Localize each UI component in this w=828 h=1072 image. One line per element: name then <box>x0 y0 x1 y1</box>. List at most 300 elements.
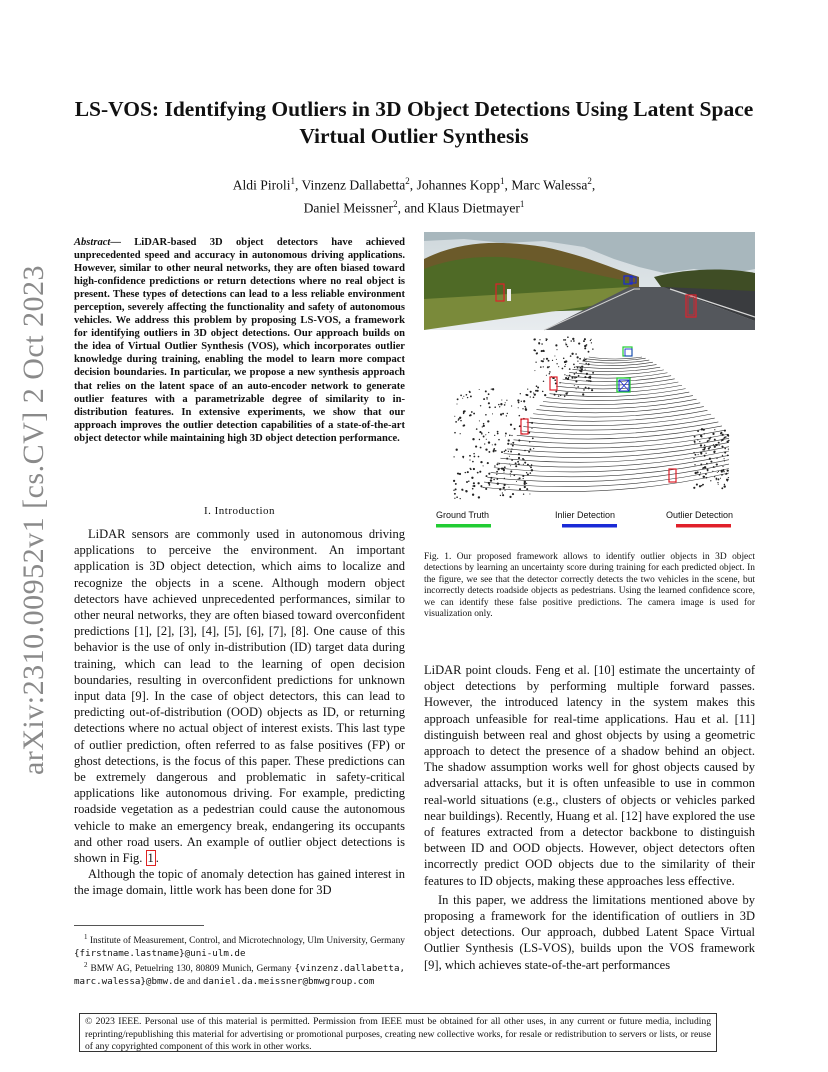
lidar-point <box>704 433 705 434</box>
lidar-point <box>524 450 526 452</box>
lidar-point <box>512 493 514 495</box>
lidar-point <box>554 394 556 396</box>
lidar-point <box>588 387 590 389</box>
lidar-point <box>506 458 508 460</box>
lidar-point <box>720 478 721 479</box>
lidar-point <box>533 448 534 449</box>
lidar-point <box>517 399 519 401</box>
legend-ground-truth: Ground Truth <box>436 510 490 520</box>
lidar-point <box>473 482 475 484</box>
lidar-point <box>539 339 540 340</box>
lidar-point <box>457 473 458 474</box>
lidar-point <box>509 463 510 464</box>
lidar-point <box>466 394 468 396</box>
lidar-point <box>473 485 475 487</box>
lidar-point <box>486 439 487 440</box>
lidar-point <box>473 453 475 455</box>
lidar-point <box>584 376 586 378</box>
lidar-point <box>705 453 706 454</box>
lidar-point <box>505 449 507 451</box>
lidar-point <box>694 436 696 438</box>
lidar-point <box>505 435 506 436</box>
lidar-point <box>575 380 577 382</box>
lidar-point <box>702 468 703 469</box>
lidar-point <box>469 415 471 417</box>
lidar-point <box>489 406 491 408</box>
lidar-point <box>500 403 502 405</box>
lidar-point <box>456 496 458 498</box>
lidar-point <box>536 352 538 354</box>
legend-ground-truth-swatch <box>436 524 491 528</box>
lidar-point <box>592 372 594 374</box>
lidar-point <box>482 426 483 427</box>
lidar-point <box>707 469 709 471</box>
lidar-point <box>508 451 509 452</box>
lidar-point <box>582 393 584 395</box>
lidar-point <box>468 480 469 481</box>
scan-ring <box>572 367 660 371</box>
point-cloud <box>453 336 730 499</box>
lidar-point <box>717 482 718 483</box>
lidar-point <box>706 463 708 465</box>
lidar-point <box>454 416 455 417</box>
lidar-point <box>528 451 530 453</box>
lidar-point <box>721 475 722 476</box>
lidar-point <box>591 342 592 343</box>
lidar-point <box>488 451 490 453</box>
lidar-point <box>507 413 508 414</box>
lidar-point <box>518 407 519 408</box>
lidar-point <box>537 387 539 389</box>
lidar-point <box>583 340 585 342</box>
lidar-point <box>506 415 507 416</box>
lidar-point <box>721 470 723 472</box>
lidar-point <box>518 439 520 441</box>
lidar-point <box>494 444 496 446</box>
lidar-point <box>567 336 569 338</box>
lidar-point <box>701 485 703 487</box>
lidar-point <box>510 424 512 426</box>
lidar-point <box>480 405 481 406</box>
lidar-point <box>724 448 726 450</box>
lidar-point <box>709 446 711 448</box>
lidar-point <box>581 366 583 368</box>
lidar-point <box>492 388 494 390</box>
lidar-point <box>496 474 497 475</box>
lidar-point <box>483 487 484 488</box>
lidar-point <box>722 466 723 467</box>
lidar-point <box>693 458 694 459</box>
lidar-point <box>508 439 510 441</box>
lidar-point <box>510 471 512 473</box>
lidar-point <box>576 377 577 378</box>
footnote-divider <box>74 925 204 926</box>
lidar-point <box>585 387 587 389</box>
lidar-point <box>541 360 543 362</box>
lidar-point <box>708 440 709 441</box>
right-column-text <box>424 662 755 973</box>
lidar-point <box>718 484 719 485</box>
lidar-point <box>530 391 532 393</box>
lidar-point <box>509 456 510 457</box>
lidar-point <box>465 490 467 492</box>
lidar-point <box>518 463 520 465</box>
lidar-point <box>529 465 530 466</box>
lidar-point <box>577 360 578 361</box>
figure-1 <box>424 229 755 534</box>
lidar-point <box>502 492 503 493</box>
lidar-point <box>471 411 473 413</box>
author: Daniel Meissner <box>303 200 394 216</box>
lidar-point <box>504 478 505 479</box>
lidar-point <box>576 372 577 373</box>
lidar-point <box>516 481 517 482</box>
lidar-point <box>702 484 704 486</box>
lidar-point <box>487 420 489 422</box>
lidar-point <box>554 379 556 381</box>
lidar-point <box>709 458 711 460</box>
lidar-point <box>526 488 528 490</box>
lidar-point <box>462 456 464 458</box>
scan-ring <box>520 422 718 435</box>
lidar-point <box>479 389 480 390</box>
author: Klaus Dietmayer <box>427 200 520 216</box>
lidar-point <box>483 465 484 466</box>
lidar-point <box>473 413 475 415</box>
lidar-point <box>560 394 562 396</box>
lidar-point <box>531 464 532 465</box>
lidar-point <box>531 428 532 429</box>
lidar-point <box>570 355 572 357</box>
lidar-point <box>590 340 591 341</box>
lidar-point <box>486 475 488 477</box>
lidar-point <box>546 358 548 360</box>
lidar-point <box>488 393 490 395</box>
lidar-point <box>463 425 465 427</box>
lidar-point <box>531 422 533 424</box>
lidar-point <box>718 442 720 444</box>
lidar-point <box>523 459 525 461</box>
lidar-point <box>511 405 512 406</box>
lidar-point <box>549 373 551 375</box>
lidar-point <box>526 394 528 396</box>
lidar-point <box>467 471 469 473</box>
lidar-point <box>567 346 569 348</box>
lidar-point <box>500 495 501 496</box>
lidar-point <box>499 488 501 490</box>
lidar-point <box>533 393 534 394</box>
lidar-point <box>530 472 532 474</box>
lidar-point <box>513 474 515 476</box>
lidar-point <box>503 487 505 489</box>
lidar-point <box>716 458 717 459</box>
lidar-point <box>485 448 487 450</box>
lidar-point <box>502 413 504 415</box>
lidar-point <box>569 368 571 370</box>
lidar-point <box>590 378 591 379</box>
lidar-point <box>712 471 713 472</box>
lidar-point <box>706 477 708 479</box>
lidar-point <box>521 401 522 402</box>
lidar-point <box>727 469 729 471</box>
lidar-point <box>588 380 590 382</box>
lidar-point <box>472 488 474 490</box>
lidar-point <box>555 390 557 392</box>
lidar-point <box>716 478 718 480</box>
lidar-point <box>576 388 577 389</box>
lidar-point <box>471 477 473 479</box>
lidar-point <box>580 370 582 372</box>
lidar-point <box>579 358 581 360</box>
lidar-point <box>540 366 542 368</box>
lidar-point <box>563 358 565 360</box>
lidar-point <box>529 441 530 442</box>
lidar-point <box>454 498 455 499</box>
lidar-point <box>720 432 722 434</box>
lidar-point <box>724 458 725 459</box>
lidar-point <box>715 444 716 445</box>
lidar-point <box>721 446 723 448</box>
lidar-point <box>505 433 507 435</box>
lidar-point <box>479 420 480 421</box>
lidar-point <box>565 343 566 344</box>
lidar-point <box>562 368 564 370</box>
lidar-point <box>700 453 702 455</box>
lidar-point <box>454 493 456 495</box>
lidar-point <box>499 406 500 407</box>
lidar-point <box>485 434 486 435</box>
lidar-point <box>585 363 586 364</box>
abstract-text: LiDAR-based 3D object detectors have achieved unprecedented speed and accuracy in autonomous driving applications. However, similar to other neural networks, they are often biased toward high-confidence predictions or return detections where no real object is present. These types of detections can lead to a less reliable environment perception, severely affecting the functionality and safety of autonomous vehicles. We address this problem by proposing LS-VOS, a framework for identifying outliers in 3D object detections. Our approach builds on the idea of Virtual Outlier Synthesis (VOS), which incorporates outlier knowledge during training, enabling the model to learn more compact decision boundaries. In particular, we propose a new synthesis approach that relies on the latent space of an auto-encoder network to generate outlier features with a parametrizable degree of similarity to in-distribution features. In extensive experiments, we show that our approach improves the outlier detection capabilities of a state-of-the-art object detector while maintaining high 3D object detection performance. <box>74 237 405 444</box>
lidar-point <box>546 340 548 342</box>
lidar-point <box>577 367 579 369</box>
lidar-point <box>518 479 519 480</box>
lidar-point <box>486 398 487 399</box>
lidar-point <box>460 498 461 499</box>
intro-paragraph-1: LiDAR sensors are commonly used in autonomous driving applications to perceive the environment. An important application is 3D object detection, which aims to localize and recognize the objects in a scene. Although modern object detectors have achieved unprecedented performances, similar to other neural networks, they are often biased toward overconfident predictions [1], [2], [3], [4], [5], [6], [7], [8]. One cause of this behavior is the use of only in-distribution (ID) target data during training, which can lead to the learning of open decision boundaries, resulting in overconfident predictions for unknown input data [9]. In the case of object detectors, this can lead to predicting out-of-distribution (OOD) objects as ID, or returning detections where no actual object of interest exists. This last type of outlier prediction, often referred to as false positives (FP) or ghost detections, is the focus of this paper. These predictions can be extremely dangerous and problematic in safety-critical applications like autonomous driving. For example, predicting roadside vegetation as a pedestrian could cause the autonomous vehicle to make an emergency break, endangering its occupants and other road users. An example of outlier object detections is shown in Fig. 1 . <box>74 527 405 866</box>
figure-reference-link[interactable]: 1 <box>147 851 154 866</box>
lidar-point <box>542 391 544 393</box>
abstract: Abstract— LiDAR-based 3D object detectors have achieved unprecedented speed and accuracy in autonomous driving applications. However, similar to other neural networks, they are often biased toward high-confidence predictions or return detections where no real object is present. These types of detections can lead to a less reliable environment perception, severely affecting the functionality and safety of autonomous vehicles. We address this problem by proposing LS-VOS, a framework for identifying outliers in 3D object detections. Our approach builds on the idea of Virtual Outlier Synthesis (VOS), which incorporates outlier knowledge during training, enabling the model to learn more compact decision boundaries. In particular, we propose a new synthesis approach that relies on the latent space of an auto-encoder network to generate outlier features with a parametrizable degree of similarity to in-distribution features. In extensive experiments, we show that our approach improves the outlier detection capabilities of a state-of-the-art object detector while maintaining high 3D object detection performance. <box>74 237 405 444</box>
lidar-point <box>490 479 492 481</box>
lidar-point <box>712 433 714 435</box>
lidar-point <box>518 457 520 459</box>
lidar-point <box>523 401 524 402</box>
lidar-point <box>544 394 546 396</box>
lidar-point <box>534 393 536 395</box>
lidar-point <box>502 494 504 496</box>
lidar-point <box>526 472 527 473</box>
lidar-point <box>703 429 705 431</box>
lidar-point <box>485 414 487 416</box>
lidar-point <box>526 483 527 484</box>
lidar-point <box>565 360 567 362</box>
lidar-point <box>697 471 699 473</box>
lidar-point <box>590 380 592 382</box>
right-paragraph-2: In this paper, we address the limitations mentioned above by proposing a framework for the identification of outliers in 3D object detections. Our approach, dubbed Latent Space Virtual Outlier Synthesis (LS-VOS), builds upon the VOS framework [9], which achieves state-of-the-art performances <box>424 892 755 972</box>
lidar-point <box>578 375 580 377</box>
lidar-point <box>463 410 465 412</box>
lidar-point <box>510 473 511 474</box>
lidar-point <box>723 471 724 472</box>
lidar-point <box>497 431 499 433</box>
lidar-point <box>567 378 569 380</box>
lidar-point <box>481 432 482 433</box>
lidar-point <box>469 459 470 460</box>
lidar-point <box>724 485 726 487</box>
lidar-point <box>456 449 458 451</box>
lidar-point <box>713 466 715 468</box>
lidar-point <box>565 364 566 365</box>
lidar-point <box>460 395 462 397</box>
lidar-point <box>483 436 485 438</box>
lidar-point <box>480 461 482 463</box>
figure-legend <box>436 510 733 528</box>
lidar-point <box>463 413 465 415</box>
lidar-point <box>583 359 585 361</box>
lidar-point <box>704 445 705 446</box>
camera-image <box>424 232 755 330</box>
scan-ring <box>576 365 657 369</box>
lidar-point <box>478 496 480 498</box>
lidar-point <box>511 435 512 436</box>
lidar-point <box>546 375 547 376</box>
lidar-point <box>556 359 557 360</box>
lidar-point <box>503 469 505 471</box>
lidar-point <box>570 340 572 342</box>
lidar-point <box>530 422 531 423</box>
lidar-point <box>708 437 710 439</box>
lidar-point <box>490 477 492 479</box>
lidar-point <box>717 472 718 473</box>
lidar-point <box>538 342 540 344</box>
lidar-point <box>504 490 505 491</box>
author: Johannes Kopp <box>416 177 501 193</box>
lidar-point <box>574 373 576 375</box>
lidar-point <box>488 402 490 404</box>
lidar-point <box>585 369 586 370</box>
lidar-point <box>699 474 701 476</box>
legend-inlier-detection-swatch <box>562 524 617 528</box>
lidar-point <box>494 435 495 436</box>
lidar-point <box>574 377 576 379</box>
lidar-point <box>722 469 724 471</box>
lidar-point <box>697 430 699 432</box>
lidar-point <box>520 393 521 394</box>
lidar-point <box>574 367 575 368</box>
lidar-point <box>714 446 716 448</box>
lidar-point <box>508 487 509 488</box>
lidar-point <box>454 432 456 434</box>
author: Aldi Piroli <box>232 177 291 193</box>
lidar-point <box>503 472 504 473</box>
lidar-point <box>577 386 579 388</box>
lidar-point <box>716 464 718 466</box>
lidar-point <box>728 440 730 442</box>
lidar-point <box>509 434 511 436</box>
lidar-point <box>515 462 517 464</box>
lidar-point <box>523 494 524 495</box>
lidar-point <box>575 353 577 355</box>
lidar-point <box>534 370 535 371</box>
lidar-point <box>699 485 701 487</box>
lidar-point <box>693 452 695 454</box>
lidar-point <box>524 462 526 464</box>
lidar-point <box>541 343 543 345</box>
lidar-point <box>496 463 498 465</box>
lidar-point <box>472 461 474 463</box>
lidar-point <box>714 429 715 430</box>
lidar-point <box>501 399 502 400</box>
lidar-point <box>579 367 581 369</box>
lidar-point <box>463 396 464 397</box>
lidar-point <box>488 473 490 475</box>
lidar-point <box>509 496 511 498</box>
lidar-point <box>494 465 496 467</box>
lidar-point <box>704 455 706 457</box>
lidar-point <box>710 480 711 481</box>
lidar-point <box>465 472 466 473</box>
lidar-point <box>724 430 726 432</box>
lidar-point <box>514 428 516 430</box>
lidar-point <box>695 472 697 474</box>
lidar-point <box>700 472 701 473</box>
legend-outlier-detection-swatch <box>676 524 731 528</box>
lidar-point <box>549 366 550 367</box>
lidar-point <box>483 425 485 427</box>
lidar-point <box>453 490 454 491</box>
lidar-point <box>492 444 493 445</box>
lidar-point <box>584 358 585 359</box>
lidar-point <box>488 441 490 443</box>
lidar-point <box>541 350 543 352</box>
lidar-point <box>462 398 463 399</box>
abstract-label: Abstract <box>74 237 111 248</box>
lidar-point <box>504 466 506 468</box>
lidar-point <box>584 345 586 347</box>
scan-ring <box>589 357 642 359</box>
lidar-point <box>492 413 493 414</box>
lidar-point <box>572 338 574 340</box>
lidar-point <box>476 428 478 430</box>
footnote-1: $^1$ Institute of Measurement, Control, and Microtechnology, Ulm University, Germany {firstname.lastname}@uni-ulm.de <box>74 933 405 959</box>
lidar-point <box>472 494 474 496</box>
lidar-point <box>466 481 468 483</box>
lidar-point <box>717 478 719 480</box>
lidar-point <box>494 448 496 450</box>
lidar-point <box>480 447 482 449</box>
lidar-point <box>475 446 477 448</box>
lidar-point <box>534 338 536 340</box>
scan-ring <box>510 434 729 448</box>
lidar-point <box>722 434 724 436</box>
lidar-point <box>724 460 725 461</box>
lidar-point <box>497 433 499 435</box>
lidar-point <box>700 435 702 437</box>
lidar-point <box>511 459 513 461</box>
lidar-point <box>455 488 457 490</box>
right-paragraph-1: LiDAR point clouds. Feng et al. [10] estimate the uncertainty of object detections by performing multiple forward passes. However, the introduced latency in the system makes this approach unfeasible for real-time applications. Hau et al. [11] distinguish between real and ghost objects by using a geometric approach to detect the presence of a shadow behind an object. The shadow assumption works well for ghost objects caused by adversarial attacks, but it is often unfeasible to use in common real-world situations (e.g., clusters of objects or vehicles parked near buildings). Recently, Huang et al. [12] have explored the use of features extracted from a detector backbone to distinguish between ID and OOD objects. However, object detectors often incorrectly predict OOD objects due to the similarity of their features to ID objects, making these approaches less effective. <box>424 663 755 888</box>
lidar-point <box>573 364 575 366</box>
lidar-point <box>511 448 512 449</box>
lidar-point <box>477 482 479 484</box>
lidar-point <box>459 473 461 475</box>
lidar-point <box>721 487 723 489</box>
lidar-point <box>470 395 472 397</box>
lidar-point <box>522 408 523 409</box>
lidar-point <box>515 465 517 467</box>
lidar-point <box>591 389 593 391</box>
